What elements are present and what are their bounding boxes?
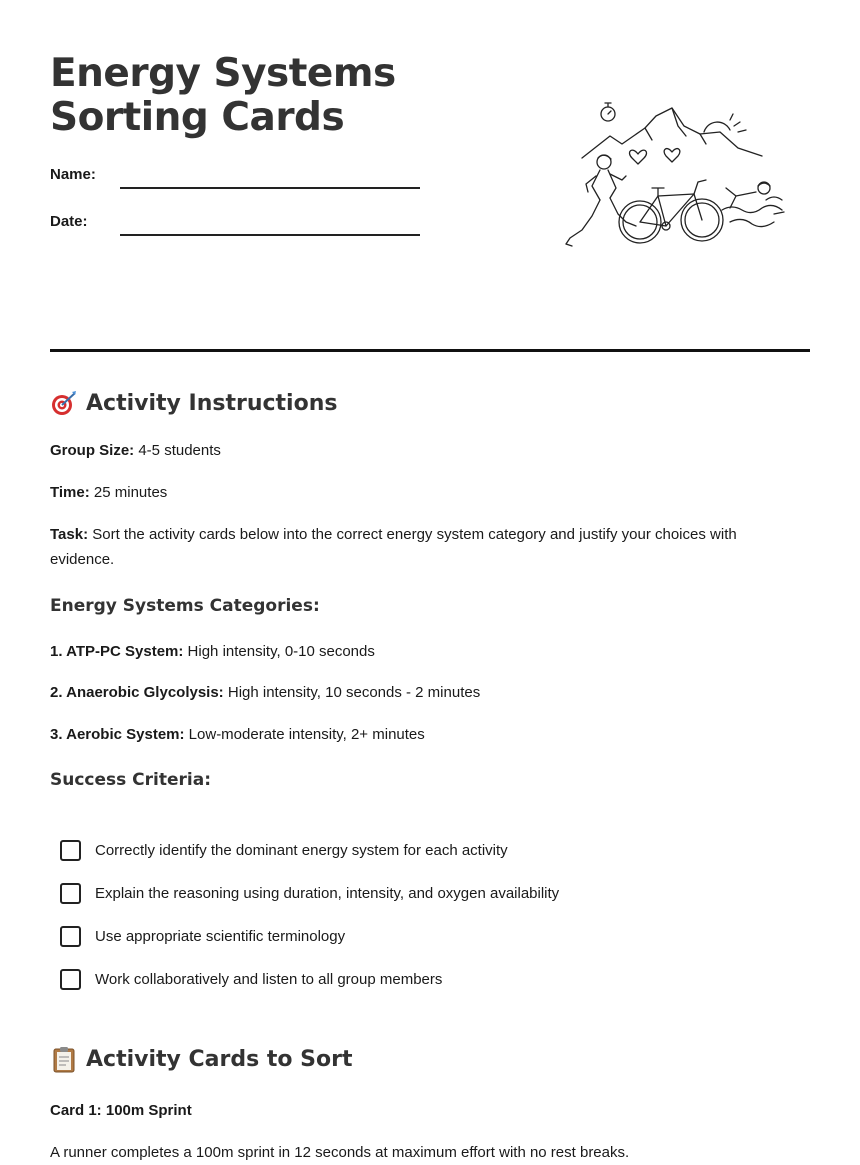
criteria-item [60,840,508,861]
criteria-text: Explain the reasoning using duration, intensity, and oxygen availability [95,885,560,902]
time-label: Time: [50,484,90,501]
swimmer-icon [722,182,784,227]
criteria-checkbox[interactable] [60,883,81,904]
category-label: 3. Aerobic System: [50,726,185,743]
categories-heading: Energy Systems Categories: [50,596,320,616]
category-item [50,639,790,664]
cards-heading [50,1045,352,1073]
task-line [50,522,790,572]
category-item [50,722,790,747]
stopwatch-icon [601,103,615,121]
criteria-item [60,926,345,947]
triathlon-illustration [560,96,792,254]
instructions-heading-text: Activity Instructions [86,390,338,416]
cards-heading-text: Activity Cards to Sort [86,1046,353,1072]
clipboard-icon [50,1045,78,1073]
task-value: Sort the activity cards below into the correct energy system category and justify your choices with evidence. [50,526,737,568]
time-value: 25 minutes [93,484,168,501]
card-title: Card 1: 100m Sprint [50,1102,192,1119]
instructions-heading [50,389,337,417]
criteria-checkbox[interactable] [60,969,81,990]
group-size-label: Group Size: [50,442,135,459]
header-divider [50,349,810,352]
group-size-line [50,438,790,463]
criteria-text: Use appropriate scientific terminology [95,928,346,945]
category-desc: High intensity, 10 seconds - 2 minutes [227,684,481,701]
sun-icon [704,114,746,132]
date-field[interactable] [120,234,420,236]
name-field[interactable] [120,187,420,189]
criteria-heading: Success Criteria: [50,770,212,790]
category-label: 1. ATP-PC System: [50,643,184,660]
category-label: 2. Anaerobic Glycolysis: [50,684,224,701]
mountain-icon [582,108,762,158]
target-icon [50,389,78,417]
date-label: Date: [50,213,88,230]
name-label: Name: [50,166,96,183]
category-desc: High intensity, 0-10 seconds [187,643,375,660]
task-label: Task: [50,526,89,543]
criteria-text: Correctly identify the dominant energy system for each activity [95,842,508,859]
heart-icon [630,150,647,164]
criteria-checkbox[interactable] [60,926,81,947]
category-item [50,680,790,705]
criteria-item [60,883,559,904]
bicycle-icon [619,180,723,243]
heart-icon [664,149,680,162]
criteria-item [60,969,442,990]
time-line [50,480,790,505]
criteria-checkbox[interactable] [60,840,81,861]
group-size-value: 4-5 students [138,442,221,459]
runner-icon [566,155,636,246]
category-desc: Low-moderate intensity, 2+ minutes [188,726,425,743]
card-text: A runner completes a 100m sprint in 12 seconds at maximum effort with no rest breaks. [50,1144,630,1161]
criteria-text: Work collaboratively and listen to all group members [95,971,443,988]
page-title: Energy Systems Sorting Cards [50,51,396,140]
